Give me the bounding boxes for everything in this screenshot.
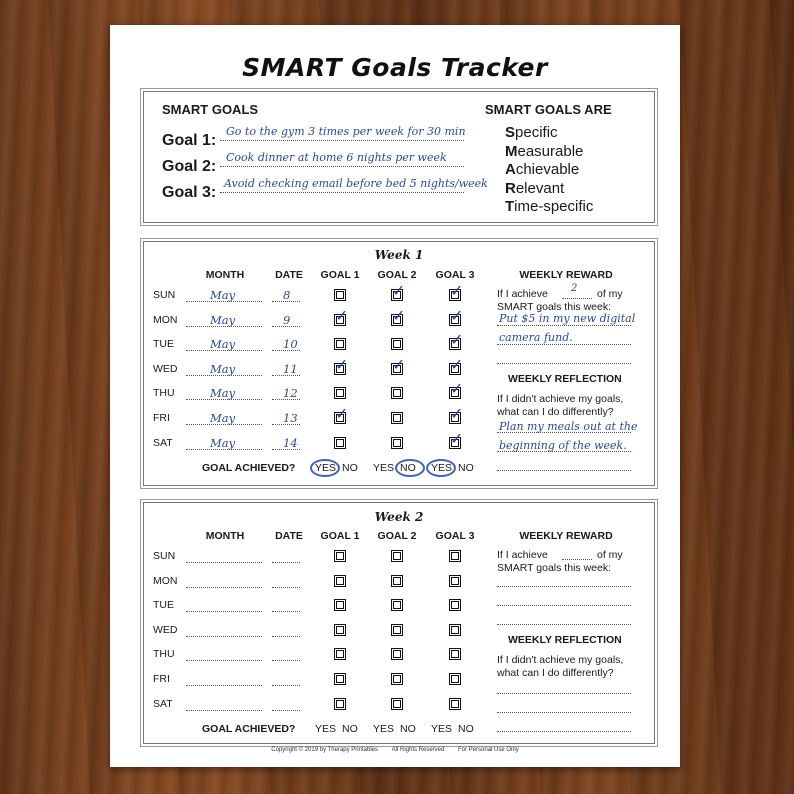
goal-2-checkbox[interactable] xyxy=(391,624,403,636)
goal-2-no[interactable]: NO xyxy=(400,462,416,474)
month-line xyxy=(186,660,262,661)
date-entry[interactable]: 12 xyxy=(283,386,298,401)
goal-3-yes[interactable]: YES xyxy=(431,723,453,735)
goal-1-checkbox[interactable] xyxy=(334,673,346,685)
reward-line-b xyxy=(497,344,631,345)
date-entry[interactable]: 13 xyxy=(283,411,298,425)
day-thu: THU xyxy=(153,648,175,661)
col-goal-3: GOAL 3 xyxy=(435,530,475,542)
reward-line-a xyxy=(497,325,631,326)
col-date: DATE xyxy=(275,269,303,281)
day-mon: MON xyxy=(153,313,178,326)
reward-line-c xyxy=(497,624,631,625)
smart-acronym-list xyxy=(505,124,593,217)
footer-use: For Personal Use Only xyxy=(458,747,519,753)
check-mark-icon: ✓ xyxy=(450,305,464,325)
day-tue: TUE xyxy=(153,599,174,612)
goal-3-line xyxy=(220,192,464,193)
goal-1-checkbox[interactable] xyxy=(334,599,346,611)
goal-3-no[interactable]: NO xyxy=(458,462,474,474)
day-sun: SUN xyxy=(153,289,176,301)
goal-2-checkbox[interactable] xyxy=(391,387,403,399)
day-wed: WED xyxy=(153,362,178,375)
goal-3-checkbox[interactable] xyxy=(449,673,461,685)
goal-3-checkbox[interactable] xyxy=(449,698,461,710)
goal-1-label: Goal 1: xyxy=(162,132,217,149)
reflection-line-1: If I didn't achieve my goals, xyxy=(497,654,624,666)
col-month: MONTH xyxy=(205,269,245,281)
month-entry[interactable]: May xyxy=(210,386,236,401)
weekly-reflection-heading: WEEKLY REFLECTION xyxy=(508,634,622,646)
goal-1-no[interactable]: NO xyxy=(342,723,358,735)
col-weekly-reward: WEEKLY REWARD xyxy=(519,269,613,281)
goal-2-line xyxy=(220,166,464,167)
reflection-entry-2[interactable]: beginning of the week. xyxy=(499,439,627,452)
reward-count-line xyxy=(562,559,592,560)
reflection-line-2: what can I do differently? xyxy=(497,406,614,418)
goal-3-no[interactable]: NO xyxy=(458,723,474,735)
goal-2-label: Goal 2: xyxy=(162,158,217,175)
reward-line-a xyxy=(497,586,631,587)
reflection-line-b xyxy=(497,712,631,713)
col-goal-2: GOAL 2 xyxy=(377,530,417,542)
check-mark-icon: ✓ xyxy=(450,281,464,300)
check-mark-icon: ✓ xyxy=(392,354,406,374)
date-entry[interactable]: 8 xyxy=(283,288,291,302)
goal-2-checkbox[interactable] xyxy=(391,599,403,611)
goal-3-checkbox[interactable] xyxy=(449,624,461,636)
date-line xyxy=(272,660,300,661)
page-title: SMART Goals Tracker xyxy=(242,53,548,82)
selection-circle xyxy=(310,459,340,477)
smart-item-m: Measurable xyxy=(505,142,584,160)
goal-1-checkbox[interactable] xyxy=(334,289,346,301)
date-line xyxy=(272,562,300,563)
goal-2-checkbox[interactable] xyxy=(391,338,403,350)
day-wed: WED xyxy=(153,623,178,636)
month-entry[interactable]: May xyxy=(210,361,236,376)
goal-2-checkbox[interactable] xyxy=(391,648,403,660)
month-line xyxy=(186,636,262,637)
footer-rights: All Rights Reserved xyxy=(391,747,445,753)
check-mark-icon: ✓ xyxy=(335,354,349,374)
smart-item-t: Time-specific xyxy=(505,198,594,215)
goal-1-checkbox[interactable] xyxy=(334,575,346,587)
col-goal-3: GOAL 3 xyxy=(435,269,475,281)
day-thu: THU xyxy=(153,387,175,400)
check-mark-icon: ✓ xyxy=(392,305,406,325)
week-2-title: Week 2 xyxy=(374,510,424,524)
goal-3-checkbox[interactable] xyxy=(449,648,461,660)
month-line xyxy=(186,685,262,686)
day-fri: FRI xyxy=(153,673,170,685)
date-line xyxy=(272,636,300,637)
reward-line-b xyxy=(497,605,631,606)
week-2-box xyxy=(143,502,655,744)
goal-1-no[interactable]: NO xyxy=(342,462,358,474)
check-mark-icon: ✓ xyxy=(335,305,349,325)
goal-2-yes[interactable]: YES xyxy=(373,723,395,735)
goal-2-yes[interactable]: YES xyxy=(373,462,395,474)
reflection-entry-1[interactable]: Plan my meals out at the xyxy=(499,420,638,433)
smart-item-a: Achievable xyxy=(505,161,580,178)
col-goal-2: GOAL 2 xyxy=(377,269,417,281)
day-sun: SUN xyxy=(153,550,176,562)
footer-copyright: Copyright © 2019 by Therapy Printables xyxy=(271,747,378,753)
reward-line-1: If I achieve xyxy=(497,549,548,561)
col-goal-1: GOAL 1 xyxy=(320,530,360,542)
date-line xyxy=(272,710,300,711)
day-sat: SAT xyxy=(153,436,173,449)
goal-3-label: Goal 3: xyxy=(162,184,217,201)
reflection-line-2: what can I do differently? xyxy=(497,667,614,679)
date-line xyxy=(272,587,300,588)
month-line xyxy=(186,587,262,588)
month-entry[interactable]: May xyxy=(210,337,236,352)
check-mark-icon: ✓ xyxy=(450,354,464,374)
goal-1-line xyxy=(220,140,464,141)
goal-2-checkbox[interactable] xyxy=(391,698,403,710)
goal-achieved-label: GOAL ACHIEVED? xyxy=(202,723,296,735)
goal-1-checkbox[interactable] xyxy=(334,550,346,562)
check-mark-icon: ✓ xyxy=(450,404,464,423)
goal-2-checkbox[interactable] xyxy=(391,550,403,562)
col-date: DATE xyxy=(275,530,303,542)
check-mark-icon: ✓ xyxy=(450,330,464,350)
date-entry[interactable]: 14 xyxy=(283,435,298,450)
reward-line-c xyxy=(497,363,631,364)
goal-3-text[interactable]: Avoid checking email before bed 5 nights/week xyxy=(224,177,488,190)
date-line xyxy=(272,611,300,612)
goal-3-yes[interactable]: YES xyxy=(431,462,453,474)
reflection-line-c xyxy=(497,731,631,732)
weekly-reflection-heading: WEEKLY REFLECTION xyxy=(508,373,622,385)
col-weekly-reward: WEEKLY REWARD xyxy=(519,530,613,542)
date-entry[interactable]: 10 xyxy=(283,337,298,352)
goal-2-checkbox[interactable] xyxy=(391,412,403,424)
goal-2-no[interactable]: NO xyxy=(400,723,416,735)
goal-2-checkbox[interactable] xyxy=(391,437,403,449)
check-mark-icon: ✓ xyxy=(392,281,406,300)
reward-entry-2[interactable]: camera fund. xyxy=(499,331,573,344)
date-entry[interactable]: 11 xyxy=(283,361,298,376)
smart-goals-box xyxy=(143,91,655,223)
goal-1-checkbox[interactable] xyxy=(334,437,346,449)
col-month: MONTH xyxy=(205,530,245,542)
goal-1-checkbox[interactable] xyxy=(334,387,346,399)
reward-line-2: SMART goals this week: xyxy=(497,301,611,313)
week-1-box xyxy=(143,241,655,486)
check-mark-icon: ✓ xyxy=(450,428,464,448)
goal-1-checkbox[interactable] xyxy=(334,698,346,710)
reflection-line-a xyxy=(497,693,631,694)
reward-line-2: SMART goals this week: xyxy=(497,562,611,574)
goal-1-checkbox[interactable] xyxy=(334,338,346,350)
month-line xyxy=(186,710,262,711)
reward-entry-1[interactable]: Put $5 in my new digital xyxy=(499,312,636,325)
goal-1-checkbox[interactable] xyxy=(334,648,346,660)
reflection-line-c xyxy=(497,470,631,471)
month-entry[interactable]: May xyxy=(210,288,236,302)
goal-3-checkbox[interactable] xyxy=(449,599,461,611)
smart-are-heading: SMART GOALS ARE xyxy=(485,102,612,117)
goal-achieved-label: GOAL ACHIEVED? xyxy=(202,462,296,474)
goal-1-text[interactable]: Go to the gym 3 times per week for 30 min xyxy=(226,125,466,138)
day-fri: FRI xyxy=(153,412,170,424)
selection-circle xyxy=(395,459,425,477)
reward-line-1: If I achieve xyxy=(497,288,548,300)
date-entry[interactable]: 9 xyxy=(283,312,291,327)
goal-1-yes[interactable]: YES xyxy=(315,723,337,735)
month-entry[interactable]: May xyxy=(210,411,236,425)
month-entry[interactable]: May xyxy=(210,312,236,327)
goal-2-checkbox[interactable] xyxy=(391,575,403,587)
day-sat: SAT xyxy=(153,697,173,710)
worksheet-page xyxy=(110,25,680,767)
check-mark-icon: ✓ xyxy=(450,379,464,399)
goal-2-checkbox[interactable] xyxy=(391,673,403,685)
reward-count-line xyxy=(562,298,592,299)
smart-goals-heading: SMART GOALS xyxy=(162,102,259,117)
month-line xyxy=(186,611,262,612)
goal-3-checkbox[interactable] xyxy=(449,575,461,587)
goal-1-checkbox[interactable] xyxy=(334,624,346,636)
reward-line-1b: of my xyxy=(597,549,623,561)
date-line xyxy=(272,685,300,686)
week-1-title: Week 1 xyxy=(374,248,424,262)
month-line xyxy=(186,562,262,563)
reward-count-entry[interactable]: 2 xyxy=(571,283,578,294)
day-mon: MON xyxy=(153,574,178,587)
reflection-line-1: If I didn't achieve my goals, xyxy=(497,393,624,405)
day-tue: TUE xyxy=(153,338,174,351)
goal-3-checkbox[interactable] xyxy=(449,550,461,562)
reward-line-1b: of my xyxy=(597,288,623,300)
check-mark-icon: ✓ xyxy=(335,404,349,423)
smart-item-s: Specific xyxy=(505,124,558,141)
goal-1-yes[interactable]: YES xyxy=(315,462,337,474)
month-entry[interactable]: May xyxy=(210,435,236,450)
smart-item-r: Relevant xyxy=(505,179,565,197)
goal-2-text[interactable]: Cook dinner at home 6 nights per week xyxy=(226,151,447,164)
footer xyxy=(110,747,680,753)
selection-circle xyxy=(426,459,456,477)
col-goal-1: GOAL 1 xyxy=(320,269,360,281)
